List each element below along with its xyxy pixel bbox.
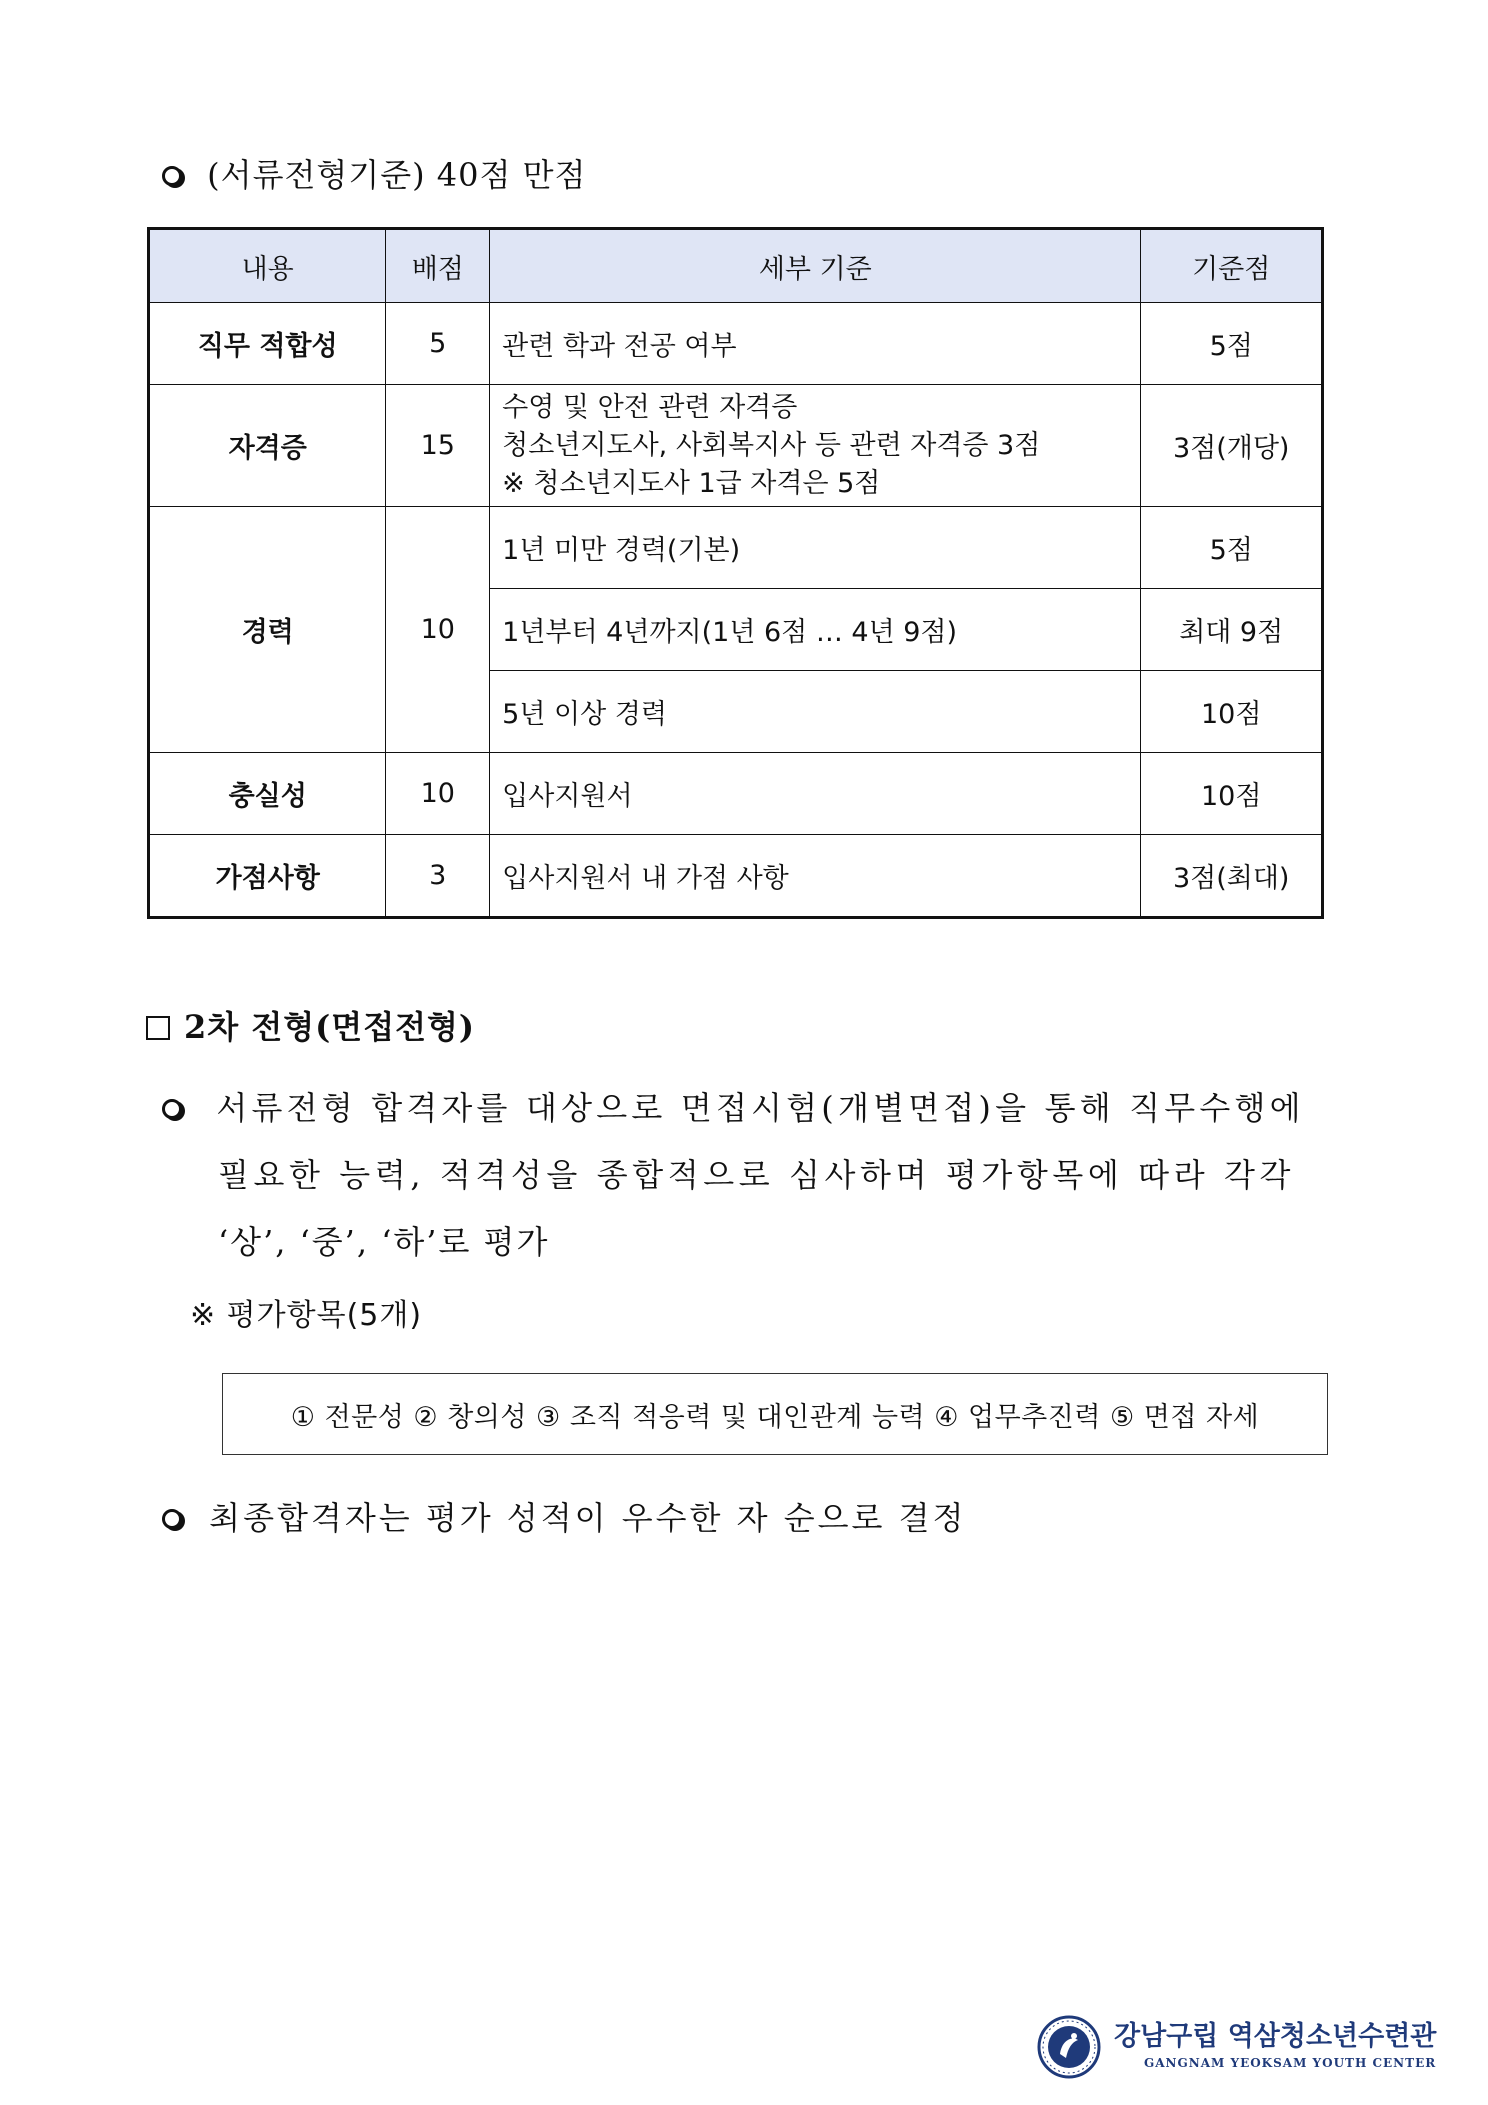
org-name-en: GANGNAM YEOKSAM YOUTH CENTER [1144,2056,1437,2070]
cell-points: 3점(최대) [1141,835,1323,918]
detail-line: 수영 및 안전 관련 자격증 [502,391,798,423]
cell-points: 5점 [1141,507,1323,589]
header-detail: 세부 기준 [490,229,1141,303]
cell-points: 10점 [1141,671,1323,753]
cell-score: 5 [386,303,490,385]
evaluation-items-text: ① 전문성 ② 창의성 ③ 조직 적응력 및 대인관계 능력 ④ 업무추진력 ⑤ 면접 자세 [290,1401,1260,1433]
interview-paragraph-line2: 필요한 능력, 적격성을 종합적으로 심사하며 평가항목에 따라 각각 [218,1156,1296,1194]
cell-item: 자격증 [149,385,386,507]
cell-score: 3 [386,835,490,918]
cell-detail: 입사지원서 [490,753,1141,835]
table-row [149,385,1323,507]
cell-score: 10 [386,507,490,753]
org-logo [1036,2008,1436,2088]
cell-score: 15 [386,385,490,507]
table-row [149,753,1323,835]
cell-item: 충실성 [149,753,386,835]
screening-criteria-table [147,227,1324,919]
table-header-row [149,229,1323,303]
cell-detail: 관련 학과 전공 여부 [490,303,1141,385]
final-decision-line: 최종합격자는 평가 성적이 우수한 자 순으로 결정 [162,1493,966,1539]
header-points: 기준점 [1141,229,1323,303]
cell-points: 10점 [1141,753,1323,835]
interview-paragraph-line3: ‘상’, ‘중’, ‘하’로 평가 [218,1223,550,1261]
header-item: 내용 [149,229,386,303]
table-row [149,507,1323,589]
cell-detail: 1년부터 4년까지(1년 6점 … 4년 9점) [490,589,1141,671]
detail-line: ※ 청소년지도사 1급 자격은 5점 [502,467,881,499]
circle-bullet-icon [162,166,182,186]
square-bullet-icon [146,1016,170,1040]
org-name: 강남구립 역삼청소년수련관 [1114,2021,1437,2052]
cell-score: 10 [386,753,490,835]
circle-bullet-icon [162,1099,182,1119]
cell-item: 경력 [149,507,386,753]
emblem-icon [1036,2014,1102,2080]
evaluation-items-box [222,1373,1328,1455]
cell-points: 5점 [1141,303,1323,385]
section1-heading: (서류전형기준) 40점 만점 [162,150,586,196]
circle-bullet-icon [162,1509,182,1529]
cell-points: 3점(개당) [1141,385,1323,507]
header-score: 배점 [386,229,490,303]
cell-points: 최대 9점 [1141,589,1323,671]
cell-item: 가점사항 [149,835,386,918]
cell-detail: 1년 미만 경력(기본) [490,507,1141,589]
detail-line: 청소년지도사, 사회복지사 등 관련 자격증 3점 [502,429,1041,461]
cell-item: 직무 적합성 [149,303,386,385]
table-row [149,303,1323,385]
section2-heading: 2차 전형(면접전형) [146,1002,475,1048]
evaluation-items-note: ※ 평가항목(5개) [190,1298,423,1333]
cell-detail: 5년 이상 경력 [490,671,1141,753]
cell-detail: 입사지원서 내 가점 사항 [490,835,1141,918]
table-row [149,835,1323,918]
cell-detail [490,385,1141,507]
interview-paragraph-line1: 서류전형 합격자를 대상으로 면접시험(개별면접)을 통해 직무수행에 [162,1083,1305,1129]
